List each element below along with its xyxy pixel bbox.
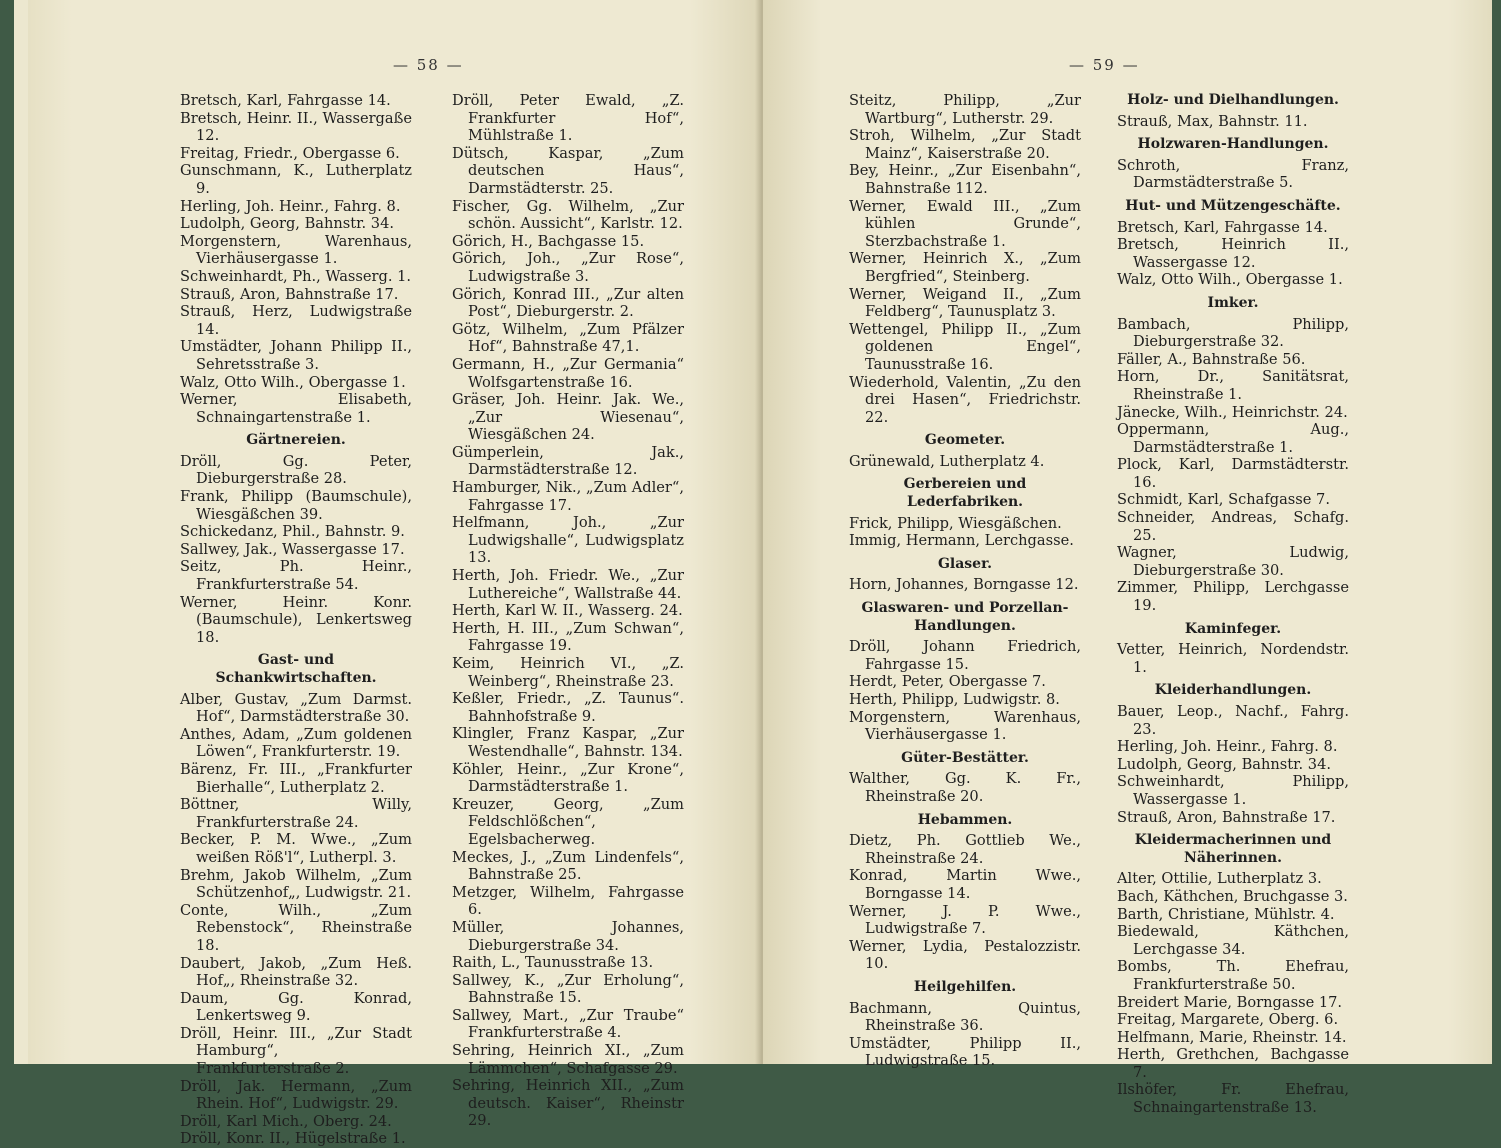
directory-entry: Herth, Joh. Friedr. We., „Zur Luthereiche“, Wallstraße 44. bbox=[452, 567, 684, 602]
directory-entry: Werner, Heinrich X., „Zum Bergfried“, Steinberg. bbox=[849, 250, 1081, 285]
directory-entry: Jänecke, Wilh., Heinrichstr. 24. bbox=[1117, 403, 1348, 421]
directory-entry: Werner, Heinr. Konr. (Baumschule), Lenkertsweg 18. bbox=[180, 593, 412, 646]
directory-entry: Bombs, Th. Ehefrau, Frankfurterstraße 50. bbox=[1117, 958, 1349, 993]
directory-entry: Ludolph, Georg, Bahnstr. 34. bbox=[1117, 755, 1332, 773]
directory-entry: Strauß, Aron, Bahnstraße 17. bbox=[180, 285, 399, 303]
section-heading: Holzwaren-Handlungen. bbox=[1137, 136, 1329, 153]
directory-entry: Dröll, Karl Mich., Oberg. 24. bbox=[180, 1112, 392, 1130]
directory-entry: Keim, Heinrich VI., „Z. Weinberg“, Rheinstraße 23. bbox=[452, 655, 684, 690]
section-heading: Kleidermacherinnen und Näherinnen. bbox=[1134, 832, 1332, 866]
directory-entry: Bey, Heinr., „Zur Eisenbahn“, Bahnstraße 112. bbox=[849, 162, 1081, 197]
directory-entry: Raith, L., Taunusstraße 13. bbox=[452, 954, 654, 972]
directory-entry: Oppermann, Aug., Darmstädterstraße 1. bbox=[1117, 421, 1349, 456]
directory-entry: Bachmann, Quintus, Rheinstraße 36. bbox=[849, 999, 1081, 1035]
directory-entry: Schweinhardt, Philipp, Wassergasse 1. bbox=[1117, 773, 1349, 808]
directory-entry: Herdt, Peter, Obergasse 7. bbox=[849, 673, 1046, 691]
section-heading: Glaswaren- und Porzellan-Handlungen. bbox=[861, 600, 1069, 634]
directory-entry: Bretsch, Heinrich II., Wassergasse 12. bbox=[1117, 236, 1349, 271]
directory-entry: Ludolph, Georg, Bahnstr. 34. bbox=[180, 215, 395, 233]
directory-entry: Daum, Gg. Konrad, Lenkertsweg 9. bbox=[180, 989, 412, 1025]
directory-entry: Umstädter, Johann Philipp II., Sehretsstraße 3. bbox=[180, 338, 412, 373]
directory-entry: Conte, Wilh., „Zum Rebenstock“, Rheinstraße 18. bbox=[180, 901, 412, 954]
section-heading: Glaser. bbox=[937, 555, 993, 572]
directory-entry: Bach, Käthchen, Bruchgasse 3. bbox=[1117, 887, 1348, 905]
directory-entry: Barth, Christiane, Mühlstr. 4. bbox=[1117, 905, 1335, 923]
directory-entry: Becker, P. M. Wwe., „Zum weißen Röß'l“, Lutherpl. 3. bbox=[180, 831, 412, 866]
section-heading: Hut- und Mützengeschäfte. bbox=[1125, 197, 1341, 214]
directory-entry: Görich, Joh., „Zur Rose“, Ludwigstraße 3. bbox=[452, 250, 684, 285]
section-heading: Holz- und Dielhandlungen. bbox=[1127, 92, 1339, 108]
directory-entry: Alter, Ottilie, Lutherplatz 3. bbox=[1117, 870, 1322, 888]
directory-entry: Frick, Philipp, Wiesgäßchen. bbox=[849, 514, 1062, 532]
directory-entry: Morgenstern, Warenhaus, Vierhäusergasse 1. bbox=[180, 232, 412, 268]
directory-entry: Bretsch, Karl, Fahrgasse 14. bbox=[180, 92, 391, 109]
section-heading: Geometer. bbox=[924, 432, 1006, 449]
section-heading: Gast- und Schankwirtschaften. bbox=[215, 652, 377, 686]
directory-entry: Herling, Joh. Heinr., Fahrg. 8. bbox=[1117, 738, 1338, 756]
directory-entry: Dütsch, Kaspar, „Zum deutschen Haus“, Darmstädterstr. 25. bbox=[452, 144, 684, 197]
directory-entry: Strauß, Aron, Bahnstraße 17. bbox=[1117, 808, 1336, 826]
directory-entry: Fischer, Gg. Wilhelm, „Zur schön. Aussicht“, Karlstr. 12. bbox=[452, 197, 684, 233]
right-page-column-2 bbox=[1117, 92, 1349, 1117]
directory-entry: Böttner, Willy, Frankfurterstraße 24. bbox=[180, 796, 412, 831]
directory-entry: Müller, Johannes, Dieburgerstraße 34. bbox=[452, 918, 684, 954]
directory-entry: Immig, Hermann, Lerchgasse. bbox=[849, 532, 1074, 550]
directory-entry: Dröll, Heinr. III., „Zur Stadt Hamburg“, Frankfurterstraße 2. bbox=[180, 1024, 412, 1078]
section-heading: Gerbereien und Lederfabriken. bbox=[903, 476, 1027, 511]
directory-entry: Görich, Konrad III., „Zur alten Post“, Dieburgerstr. 2. bbox=[452, 285, 684, 321]
directory-entry: Schroth, Franz, Darmstädterstraße 5. bbox=[1117, 156, 1349, 192]
directory-entry: Germann, H., „Zur Germania“ Wolfsgartenstraße 16. bbox=[452, 355, 684, 391]
directory-entry: Bretsch, Heinr. II., Wassergaße 12. bbox=[180, 109, 412, 145]
directory-entry: Biedewald, Käthchen, Lerchgasse 34. bbox=[1117, 923, 1349, 958]
directory-entry: Werner, Weigand II., „Zum Feldberg“, Taunusplatz 3. bbox=[849, 285, 1081, 321]
directory-entry: Sallwey, K., „Zur Erholung“, Bahnstraße 15. bbox=[452, 971, 684, 1007]
directory-entry: Wagner, Ludwig, Dieburgerstraße 30. bbox=[1117, 544, 1349, 579]
directory-entry: Schmidt, Karl, Schafgasse 7. bbox=[1117, 491, 1330, 509]
directory-entry: Herling, Joh. Heinr., Fahrg. 8. bbox=[180, 197, 401, 215]
directory-entry: Sallwey, Mart., „Zur Traube“ Frankfurterstraße 4. bbox=[452, 1006, 684, 1042]
section-heading: Imker. bbox=[1207, 294, 1259, 311]
directory-entry: Ilshöfer, Fr. Ehefrau, Schnaingartenstraße 13. bbox=[1117, 1081, 1349, 1117]
left-page bbox=[28, 0, 763, 1148]
directory-entry: Seitz, Ph. Heinr., Frankfurterstraße 54. bbox=[180, 558, 412, 594]
directory-entry: Wiederhold, Valentin, „Zu den drei Hasen“, Friedrichstr. 22. bbox=[849, 373, 1081, 426]
right-page-column-1 bbox=[849, 92, 1081, 1070]
directory-entry: Walz, Otto Wilh., Obergasse 1. bbox=[1117, 271, 1343, 289]
directory-entry: Zimmer, Philipp, Lerchgasse 19. bbox=[1117, 579, 1349, 615]
page-number-58: — 58 — bbox=[393, 56, 464, 74]
section-heading: Kaminfeger. bbox=[1184, 620, 1282, 637]
directory-entry: Dröll, Johann Friedrich, Fahrgasse 15. bbox=[849, 638, 1081, 673]
right-page bbox=[763, 0, 1492, 1117]
directory-entry: Hamburger, Nik., „Zum Adler“, Fahrgasse 17. bbox=[452, 479, 684, 514]
directory-entry: Köhler, Heinr., „Zur Krone“, Darmstädterstraße 1. bbox=[452, 760, 684, 796]
directory-entry: Sallwey, Jak., Wassergasse 17. bbox=[180, 540, 405, 558]
directory-entry: Herth, Grethchen, Bachgasse 7. bbox=[1117, 1046, 1349, 1081]
directory-entry: Strauß, Herz, Ludwigstraße 14. bbox=[180, 303, 412, 338]
directory-entry: Fäller, A., Bahnstraße 56. bbox=[1117, 350, 1306, 368]
directory-entry: Morgenstern, Warenhaus, Vierhäusergasse 1. bbox=[849, 708, 1081, 744]
directory-entry: Sehring, Heinrich XI., „Zum Lämmchen“, Schafgasse 29. bbox=[452, 1042, 684, 1077]
directory-entry: Kreuzer, Georg, „Zum Feldschlößchen“, Egelsbacherweg. bbox=[452, 795, 684, 848]
directory-entry: Gunschmann, K., Lutherplatz 9. bbox=[180, 162, 412, 197]
directory-entry: Götz, Wilhelm, „Zum Pfälzer Hof“, Bahnstraße 47,1. bbox=[452, 320, 684, 356]
section-heading: Heilgehilfen. bbox=[913, 978, 1017, 995]
directory-entry: Umstädter, Philipp II., Ludwigstraße 15. bbox=[849, 1034, 1081, 1070]
directory-entry: Gräser, Joh. Heinr. Jak. We., „Zur Wiesenau“, Wiesgäßchen 24. bbox=[452, 391, 684, 444]
directory-entry: Horn, Dr., Sanitätsrat, Rheinstraße 1. bbox=[1117, 368, 1349, 403]
directory-entry: Keßler, Friedr., „Z. Taunus“. Bahnhofstraße 9. bbox=[452, 690, 684, 725]
directory-entry: Strauß, Max, Bahnstr. 11. bbox=[1117, 112, 1308, 130]
directory-entry: Sehring, Heinrich XII., „Zum deutsch. Kaiser“, Rheinstr 29. bbox=[452, 1077, 684, 1130]
directory-entry: Herth, Karl W. II., Wasserg. 24. bbox=[452, 602, 683, 620]
directory-entry: Schweinhardt, Ph., Wasserg. 1. bbox=[180, 267, 412, 285]
directory-entry: Breidert Marie, Borngasse 17. bbox=[1117, 993, 1343, 1011]
directory-entry: Schneider, Andreas, Schafg. 25. bbox=[1117, 509, 1349, 544]
directory-entry: Plock, Karl, Darmstädterstr. 16. bbox=[1117, 456, 1349, 491]
directory-entry: Alber, Gustav, „Zum Darmst. Hof“, Darmstädterstraße 30. bbox=[180, 690, 412, 726]
left-page-column-2 bbox=[452, 92, 684, 1130]
directory-entry: Steitz, Philipp, „Zur Wartburg“, Lutherstr. 29. bbox=[849, 92, 1081, 127]
directory-entry: Dröll, Gg. Peter, Dieburgerstraße 28. bbox=[180, 452, 412, 488]
directory-entry: Dietz, Ph. Gottlieb We., Rheinstraße 24. bbox=[849, 832, 1081, 867]
directory-entry: Brehm, Jakob Wilhelm, „Zum Schützenhof„, Ludwigstr. 21. bbox=[180, 866, 412, 902]
book-spread bbox=[14, 0, 1492, 1148]
left-page-column-1 bbox=[180, 92, 412, 1148]
directory-entry: Vetter, Heinrich, Nordendstr. 1. bbox=[1117, 641, 1349, 676]
directory-entry: Walther, Gg. K. Fr., Rheinstraße 20. bbox=[849, 770, 1081, 805]
directory-entry: Werner, Lydia, Pestalozzistr. 10. bbox=[849, 937, 1081, 973]
directory-entry: Stroh, Wilhelm, „Zur Stadt Mainz“, Kaiserstraße 20. bbox=[849, 127, 1081, 162]
directory-entry: Werner, Elisabeth, Schnaingartenstraße 1. bbox=[180, 391, 412, 426]
directory-entry: Meckes, J., „Zum Lindenfels“, Bahnstraße 25. bbox=[452, 848, 684, 884]
directory-entry: Konrad, Martin Wwe., Borngasse 14. bbox=[849, 867, 1081, 902]
directory-entry: Görich, H., Bachgasse 15. bbox=[452, 232, 645, 250]
directory-entry: Dröll, Konr. II., Hügelstraße 1. bbox=[180, 1130, 406, 1148]
directory-entry: Bauer, Leop., Nachf., Fahrg. 23. bbox=[1117, 703, 1349, 738]
directory-entry: Dröll, Jak. Hermann, „Zum Rhein. Hof“, Ludwigstr. 29. bbox=[180, 1077, 412, 1113]
directory-entry: Dröll, Peter Ewald, „Z. Frankfurter Hof“, Mühlstraße 1. bbox=[452, 92, 684, 145]
section-heading: Hebammen. bbox=[917, 811, 1013, 828]
directory-entry: Herth, Philipp, Ludwigstr. 8. bbox=[849, 691, 1060, 708]
directory-entry: Wettengel, Philipp II., „Zum goldenen Engel“, Taunusstraße 16. bbox=[849, 320, 1081, 373]
section-heading: Gärtnereien. bbox=[246, 432, 346, 449]
section-heading: Güter-Bestätter. bbox=[901, 749, 1029, 766]
directory-entry: Gümperlein, Jak., Darmstädterstraße 12. bbox=[452, 443, 684, 479]
directory-entry: Frank, Philipp (Baumschule), Wiesgäßchen 39. bbox=[180, 488, 412, 523]
directory-entry: Freitag, Margarete, Oberg. 6. bbox=[1117, 1011, 1339, 1029]
directory-entry: Klingler, Franz Kaspar, „Zur Westendhalle“, Bahnstr. 134. bbox=[452, 725, 684, 760]
directory-entry: Herth, H. III., „Zum Schwan“, Fahrgasse 19. bbox=[452, 619, 684, 655]
directory-entry: Werner, Ewald III., „Zum kühlen Grunde“, Sterzbachstraße 1. bbox=[849, 197, 1081, 250]
directory-entry: Bärenz, Fr. III., „Frankfurter Bierhalle“, Lutherplatz 2. bbox=[180, 760, 412, 796]
directory-entry: Horn, Johannes, Borngasse 12. bbox=[849, 576, 1079, 594]
directory-entry: Bambach, Philipp, Dieburgerstraße 32. bbox=[1117, 315, 1349, 351]
directory-entry: Helfmann, Joh., „Zur Ludwigshalle“, Ludwigsplatz 13. bbox=[452, 514, 684, 567]
section-heading: Kleiderhandlungen. bbox=[1154, 682, 1312, 699]
directory-entry: Werner, J. P. Wwe., Ludwigstraße 7. bbox=[849, 902, 1081, 938]
directory-entry: Freitag, Friedr., Obergasse 6. bbox=[180, 144, 400, 162]
directory-entry: Metzger, Wilhelm, Fahrgasse 6. bbox=[452, 883, 684, 919]
directory-entry: Bretsch, Karl, Fahrgasse 14. bbox=[1117, 218, 1328, 236]
directory-entry: Anthes, Adam, „Zum goldenen Löwen“, Frankfurterstr. 19. bbox=[180, 725, 412, 761]
directory-entry: Grünewald, Lutherplatz 4. bbox=[849, 452, 1045, 470]
page-number-59: — 59 — bbox=[1069, 56, 1140, 74]
directory-entry: Schickedanz, Phil., Bahnstr. 9. bbox=[180, 523, 405, 541]
directory-entry: Helfmann, Marie, Rheinstr. 14. bbox=[1117, 1028, 1347, 1046]
directory-entry: Daubert, Jakob, „Zum Heß. Hof„, Rheinstraße 32. bbox=[180, 954, 412, 990]
directory-entry: Walz, Otto Wilh., Obergasse 1. bbox=[180, 373, 406, 391]
